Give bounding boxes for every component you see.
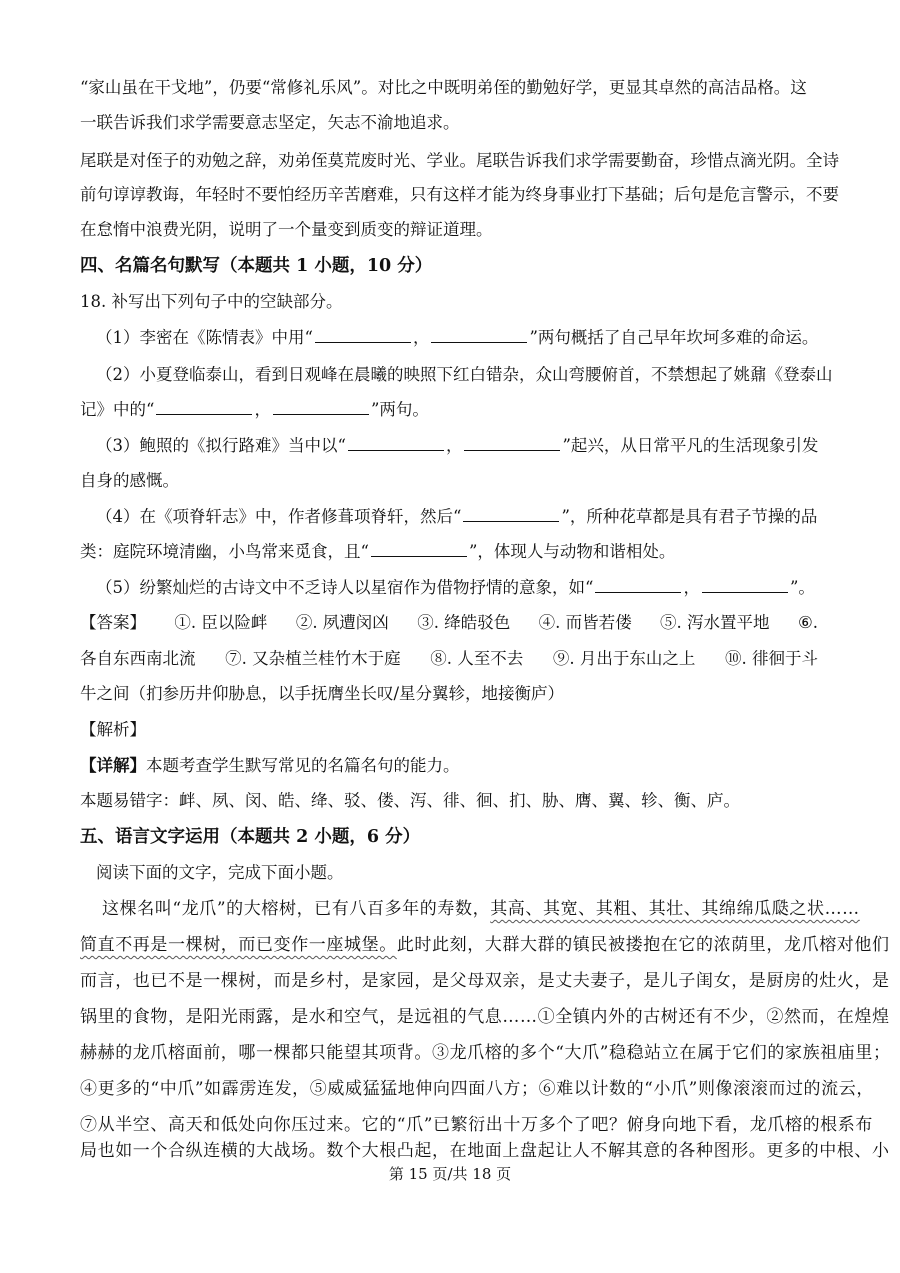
para1-line4: 前句谆谆教诲，年轻时不要怕经历辛苦磨难，只有这样才能为终身事业打下基础；后句是危言警示，不要: [80, 185, 839, 204]
section4-heading: 四、名篇名句默写（本题共 1 小题，10 分）: [80, 256, 433, 276]
passage-line7: ⑦从半空、高天和低处向你压过来。它的“爪”已繁衍出十万多个了吧？俯身向地下看，龙爪榕的根系布: [80, 1115, 873, 1135]
sentence-4-line1: （4）在《项脊轩志》中，作者修葺项脊轩，然后“ ”，所种花草都是具有君子节操的品: [96, 507, 818, 526]
answer-item: 各自东西南北流: [80, 649, 196, 668]
wavy-underlined-text: 简直不再是一棵树，而已变作一座城堡。: [80, 935, 397, 955]
answer-item: ②. 夙遭闵凶: [295, 613, 389, 632]
answer-item: ⑩. 徘徊于斗: [725, 649, 818, 668]
passage-line3: 而言，也已不是一棵树，而是乡村，是家园，是父母双亲，是丈夫妻子，是儿子闺女，是厨房的灶火，是: [80, 971, 890, 991]
blank-6: [464, 435, 560, 451]
sentence-2-line1: （2）小夏登临泰山，看到日观峰在晨曦的映照下红白错杂，众山弯腰俯首，不禁想起了姚鼐《登泰山: [96, 365, 833, 384]
blank-2: [431, 327, 527, 343]
blank-4: [273, 399, 369, 415]
typos-line: 本题易错字：衅、夙、闵、皓、绛、驳、偻、泻、徘、徊、扪、胁、膺、翼、轸、衡、庐。: [80, 791, 740, 810]
sentence-4-line2: 类：庭院环境清幽，小鸟常来觅食，且“ ”，体现人与动物和谐相处。: [80, 542, 676, 561]
passage-line2: 简直不再是一棵树，而已变作一座城堡。此时此刻，大群大群的镇民被搂抱在它的浓荫里，龙爪榕对他们: [80, 935, 890, 955]
answer-line1: [80, 612, 818, 634]
blank-9: [595, 577, 681, 593]
para1-line5: 在怠惰中浪费光阴，说明了一个量变到质变的辩证道理。: [80, 220, 493, 239]
answer-item: ⑤. 泻水置平地: [660, 613, 770, 632]
para1-line3: 尾联是对侄子的劝勉之辞，劝弟侄莫荒废时光、学业。尾联告诉我们求学需要勤奋，珍惜点滴光阴。全诗: [80, 151, 839, 170]
section5-heading: 五、语言文字运用（本题共 2 小题，6 分）: [80, 827, 421, 847]
passage-line8: 局也如一个合纵连横的大战场。数个大根凸起，在地面上盘起让人不解其意的各种图形。更多的中根、小: [80, 1141, 890, 1161]
blank-8: [371, 541, 467, 557]
answer-line2: [80, 648, 818, 670]
detail-text: 本题考查学生默写常见的名篇名句的能力。: [146, 756, 460, 775]
sentence-2-line2: 记》中的“ ， ”两句。: [80, 400, 429, 419]
answer-item: ①. 臣以险衅: [174, 613, 268, 632]
sentence-3-line1: （3）鲍照的《拟行路难》当中以“ ， ”起兴，从日常平凡的生活现象引发: [96, 436, 819, 455]
blank-10: [702, 577, 788, 593]
analysis-label: 【解析】: [80, 720, 146, 739]
question-18: 18. 补写出下列句子中的空缺部分。: [80, 292, 343, 311]
sentence-1: （1）李密在《陈情表》中用“ ， ”两句概括了自己早年坎坷多难的命运。: [96, 328, 819, 347]
sentence-5: （5）纷繁灿烂的古诗文中不乏诗人以星宿作为借物抒情的意象，如“ ， ”。: [96, 578, 815, 597]
detail-line: [80, 755, 818, 777]
blank-3: [156, 399, 252, 415]
answer-item: ③. 绛皓驳色: [417, 613, 511, 632]
answer-label: 【答案】: [80, 613, 146, 632]
answer-item: ⑦. 又杂植兰桂竹木于庭: [225, 649, 401, 668]
page-footer: 第 15 页/共 18 页: [388, 1165, 512, 1183]
blank-7: [463, 506, 559, 522]
para1-line1: “家山虽在干戈地”，仍要“常修礼乐风”。对比之中既明弟侄的勤勉好学，更显其卓然的高洁品格。这: [80, 78, 807, 97]
answer-item: ④. 而皆若偻: [538, 613, 632, 632]
blank-1: [315, 327, 411, 343]
passage-line4: 锅里的食物，是阳光雨露，是水和空气，是远祖的气息……①全镇内外的古树还有不少，②然而，在煌煌: [80, 1007, 890, 1027]
passage-line1: 这棵名叫“龙爪”的大榕树，已有八百多年的寿数，其高、其宽、其粗、其壮、其绵绵瓜瓞之状……: [102, 899, 860, 919]
sentence-3-line2: 自身的感慨。: [80, 471, 179, 490]
section5-intro: 阅读下面的文字，完成下面小题。: [96, 863, 344, 882]
answer-item: ⑧. 人至不去: [430, 649, 524, 668]
wavy-underlined-text: 其高、其宽、其粗、其壮、其绵绵瓜瓞之状……: [490, 899, 860, 919]
blank-5: [348, 435, 444, 451]
detail-label: 【详解】: [80, 756, 146, 775]
answer-line3: 牛之间（扪参历井仰胁息，以手抚膺坐长叹/星分翼轸，地接衡庐）: [80, 684, 565, 703]
passage-line6: ④更多的“中爪”如霹雳连发，⑤威威猛猛地伸向四面八方；⑥难以计数的“小爪”则像滚滚而过的流云，: [80, 1079, 874, 1099]
answer-item: ⑥.: [797, 613, 818, 632]
para1-line2: 一联告诉我们求学需要意志坚定，矢志不渝地追求。: [80, 113, 460, 132]
passage-line5: 赫赫的龙爪榕面前，哪一棵都只能望其项背。③龙爪榕的多个“大爪”稳稳站立在属于它们的家族祖庙里；: [80, 1043, 891, 1063]
answer-item: ⑨. 月出于东山之上: [552, 649, 696, 668]
